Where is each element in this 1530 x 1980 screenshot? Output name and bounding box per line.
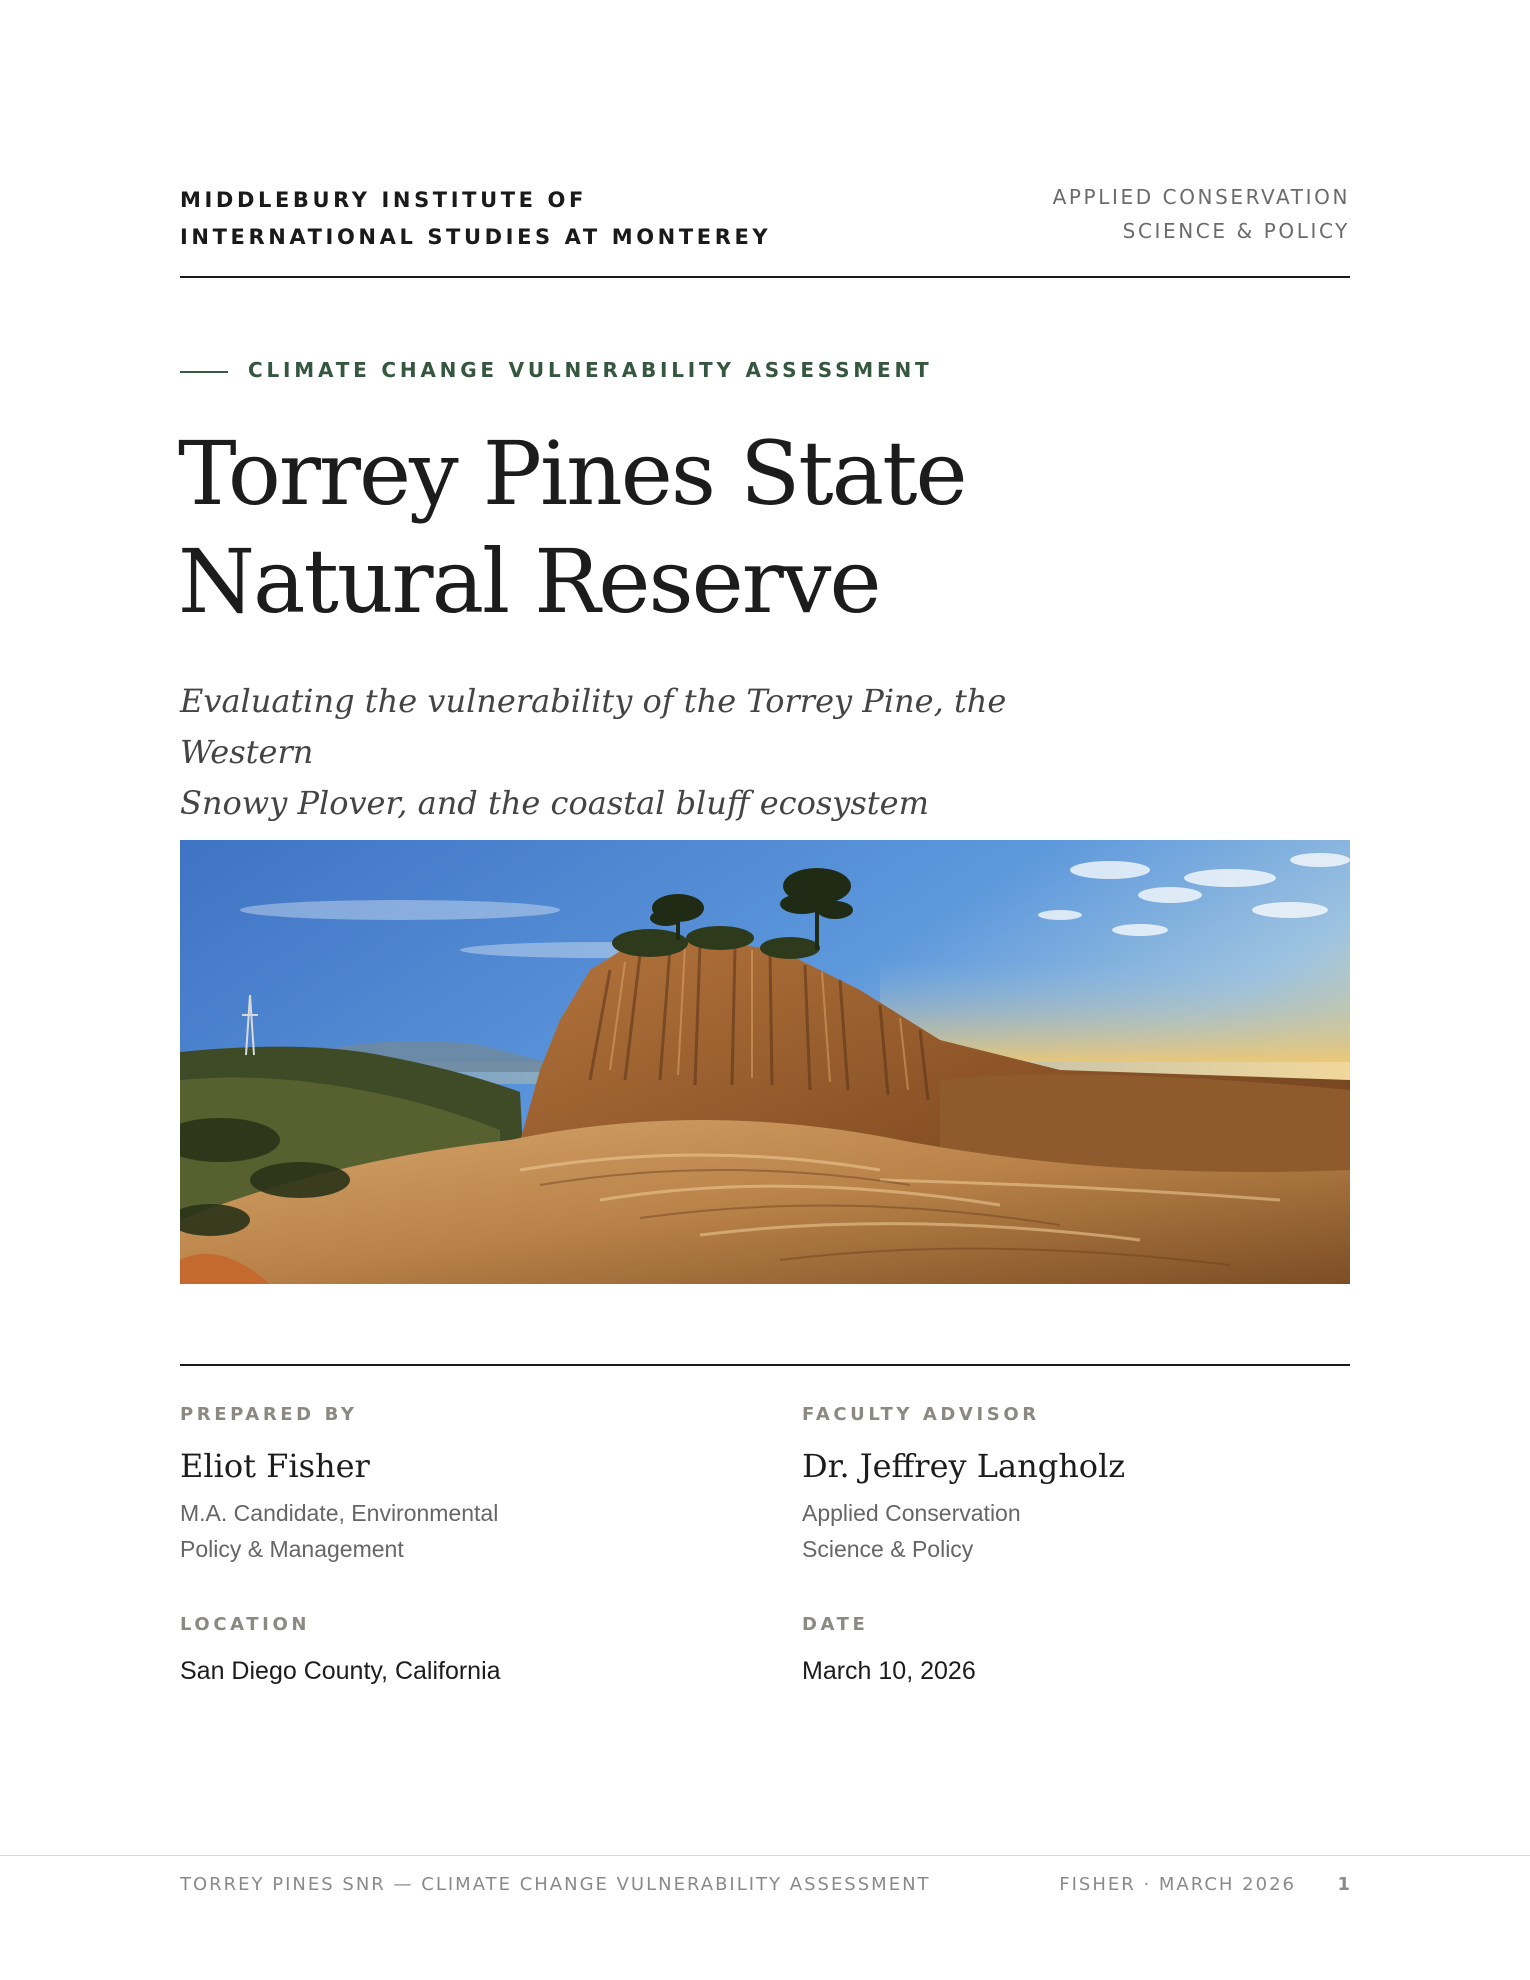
report-type-eyebrow: CLIMATE CHANGE VULNERABILITY ASSESSMENT (248, 358, 933, 382)
title-line-1: Torrey Pines State (178, 422, 966, 525)
faculty-advisor-block (802, 1404, 1222, 1567)
author-affiliation-line-2: Policy & Management (180, 1536, 404, 1562)
faculty-advisor-label: FACULTY ADVISOR (802, 1404, 1040, 1425)
page-number: 1 (1337, 1874, 1350, 1895)
title-line-2: Natural Reserve (178, 530, 880, 633)
author-name: Eliot Fisher (180, 1447, 370, 1485)
program-name (950, 180, 1350, 248)
institution-line-1: MIDDLEBURY INSTITUTE OF (180, 188, 587, 212)
report-title (178, 420, 1178, 636)
date-block (802, 1614, 976, 1686)
date-value: March 10, 2026 (802, 1657, 976, 1685)
author-affiliation (180, 1495, 600, 1567)
institution-line-2: INTERNATIONAL STUDIES AT MONTEREY (180, 225, 772, 249)
date-label: DATE (802, 1614, 869, 1635)
advisor-affiliation (802, 1495, 1222, 1567)
eyebrow-dash (180, 371, 228, 373)
hero-image-coastal-bluff (180, 840, 1350, 1284)
location-value: San Diego County, California (180, 1657, 501, 1685)
report-subtitle (180, 676, 1100, 829)
footer-running-title: TORREY PINES SNR — CLIMATE CHANGE VULNERABILITY ASSESSMENT (180, 1874, 931, 1895)
footer-divider (0, 1855, 1530, 1856)
subtitle-line-1: Evaluating the vulnerability of the Torrey Pine, the Western (180, 682, 1007, 771)
prepared-by-block (180, 1404, 600, 1567)
advisor-name: Dr. Jeffrey Langholz (802, 1447, 1126, 1485)
advisor-affiliation-line-1: Applied Conservation (802, 1500, 1021, 1526)
institution-name (180, 182, 820, 256)
prepared-by-label: PREPARED BY (180, 1404, 358, 1425)
program-line-2: SCIENCE & POLICY (1122, 219, 1350, 243)
subtitle-line-2: Snowy Plover, and the coastal bluff ecosystem (180, 784, 929, 822)
header-divider (180, 276, 1350, 278)
footer-author-date: FISHER · MARCH 2026 (1059, 1874, 1296, 1895)
location-block (180, 1614, 501, 1686)
advisor-affiliation-line-2: Science & Policy (802, 1536, 974, 1562)
location-label: LOCATION (180, 1614, 311, 1635)
meta-divider (180, 1364, 1350, 1366)
program-line-1: APPLIED CONSERVATION (1052, 185, 1350, 209)
author-affiliation-line-1: M.A. Candidate, Environmental (180, 1500, 499, 1526)
